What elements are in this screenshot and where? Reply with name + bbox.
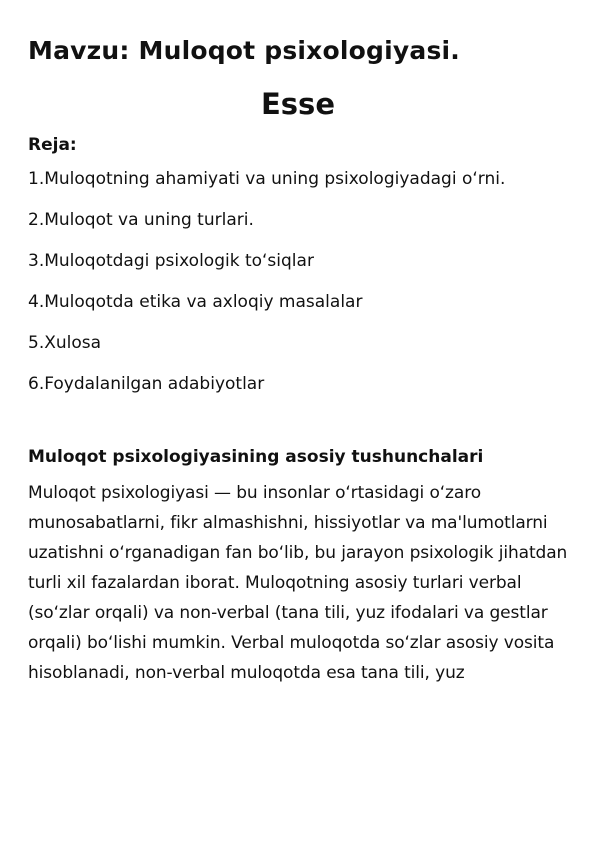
document-subtitle: Esse bbox=[260, 87, 335, 121]
plan-list bbox=[28, 166, 568, 398]
plan-item: 5.Xulosa bbox=[28, 333, 102, 353]
document-title: Mavzu: Muloqot psixologiyasi. bbox=[28, 36, 461, 65]
plan-item: 1.Muloqotning ahamiyati va uning psixologiyadagi o‘rni. bbox=[28, 169, 506, 189]
section-heading: Muloqot psixologiyasining asosiy tushunchalari bbox=[28, 447, 484, 467]
plan-item: 3.Muloqotdagi psixologik to‘siqlar bbox=[28, 251, 314, 271]
plan-item: 4.Muloqotda etika va axloqiy masalalar bbox=[28, 292, 363, 312]
section-body-paragraph: Muloqot psixologiyasi — bu insonlar o‘rtasidagi o‘zaro munosabatlarni, fikr almashishni, hissiyotlar va ma'lumotlarni uzatishni o‘rganadigan fan bo‘lib, bu jarayon psixologik jihatdan turli xil fazalardan iborat. Muloqotning asosiy turlari verbal (so‘zlar orqali) va non-verbal (tana tili, yuz ifodalari va gestlar orqali) bo‘lishi mumkin. Verbal muloqotda so‘zlar asosiy vosita hisoblanadi, non-verbal muloqotda esa tana tili, yuz bbox=[28, 483, 568, 683]
plan-item: 2.Muloqot va uning turlari. bbox=[28, 210, 254, 230]
plan-item: 6.Foydalanilgan adabiyotlar bbox=[28, 374, 265, 394]
plan-heading: Reja: bbox=[28, 135, 77, 155]
